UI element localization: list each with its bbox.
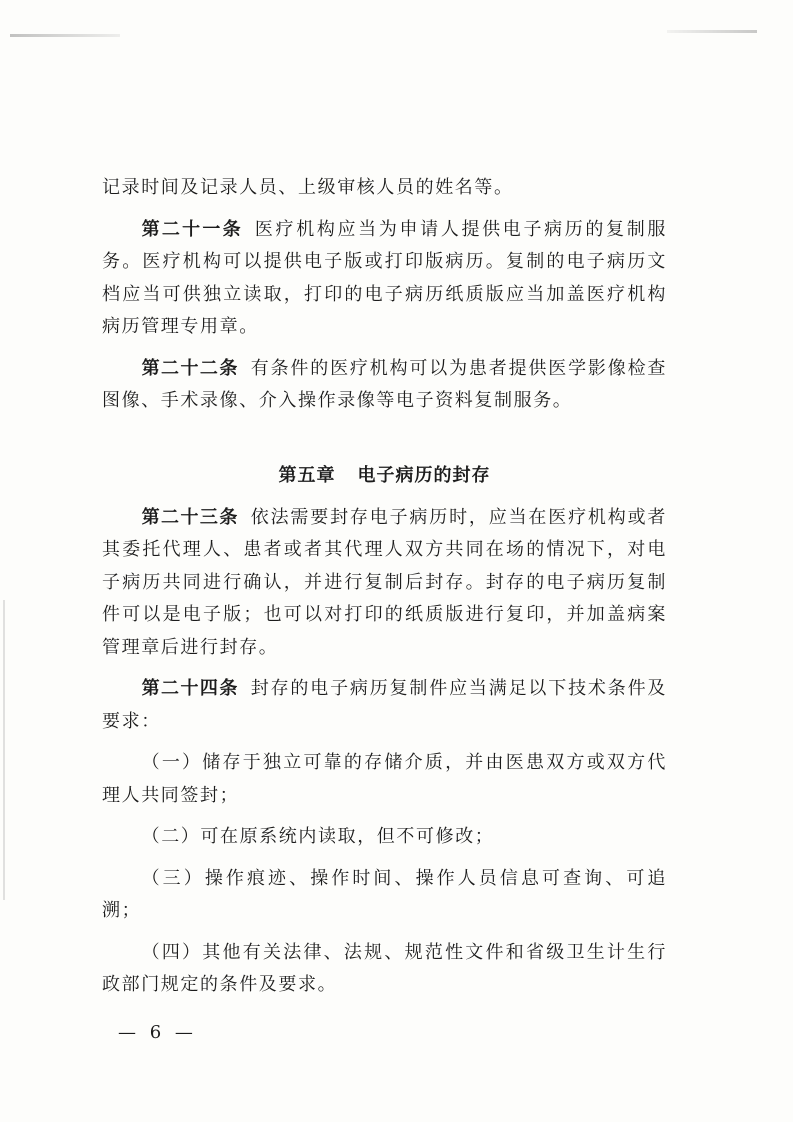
article-23 — [102, 502, 667, 665]
article-text: 封存的电子病历复制件应当满足以下技术条件及要求： — [102, 678, 668, 732]
article-number: 第二十二条 — [141, 357, 239, 379]
scan-artifact-top-left — [10, 34, 120, 37]
scan-artifact-left-edge — [3, 600, 5, 900]
chapter-title: 电子病历的封存 — [357, 464, 491, 486]
article-text: 依法需要封存电子病历时，应当在医疗机构或者其委托代理人、患者或者其代理人双方共同在场的情况下，对电子病历共同进行确认，并进行复制后封存。封存的电子病历复制件可以是电子版；也可以对打印的纸质版进行复印，并加盖病案管理章后进行封存。 — [102, 506, 668, 658]
list-item-3: （三）操作痕迹、操作时间、操作人员信息可查询、可追溯； — [102, 867, 667, 921]
list-item-4: （四）其他有关法律、法规、规范性文件和省级卫生计生行政部门规定的条件及要求。 — [102, 941, 667, 995]
document-page — [102, 172, 667, 1011]
paragraph-continuation: 记录时间及记录人员、上级审核人员的姓名等。 — [102, 177, 514, 198]
chapter-number: 第五章 — [278, 464, 336, 486]
article-21 — [102, 214, 667, 344]
article-number: 第二十三条 — [141, 506, 239, 528]
page-number: — 6 — — [118, 1022, 197, 1043]
chapter-heading — [102, 460, 667, 492]
scan-artifact-top-right — [667, 30, 757, 33]
article-text: 医疗机构应当为申请人提供电子病历的复制服务。医疗机构可以提供电子版或打印版病历。复制的电子病历文档应当可供独立读取，打印的电子病历纸质版应当加盖医疗机构病历管理专用章。 — [102, 218, 668, 337]
list-item-1: （一）储存于独立可靠的存储介质，并由医患双方或双方代理人共同签封； — [102, 752, 667, 806]
article-number: 第二十四条 — [141, 678, 239, 699]
article-22 — [102, 353, 667, 418]
list-item-2: （二）可在原系统内读取，但不可修改； — [141, 826, 495, 847]
article-24 — [102, 673, 667, 738]
article-number: 第二十一条 — [141, 218, 243, 240]
article-text: 有条件的医疗机构可以为患者提供医学影像检查图像、手术录像、介入操作录像等电子资料复制服务。 — [102, 357, 668, 411]
